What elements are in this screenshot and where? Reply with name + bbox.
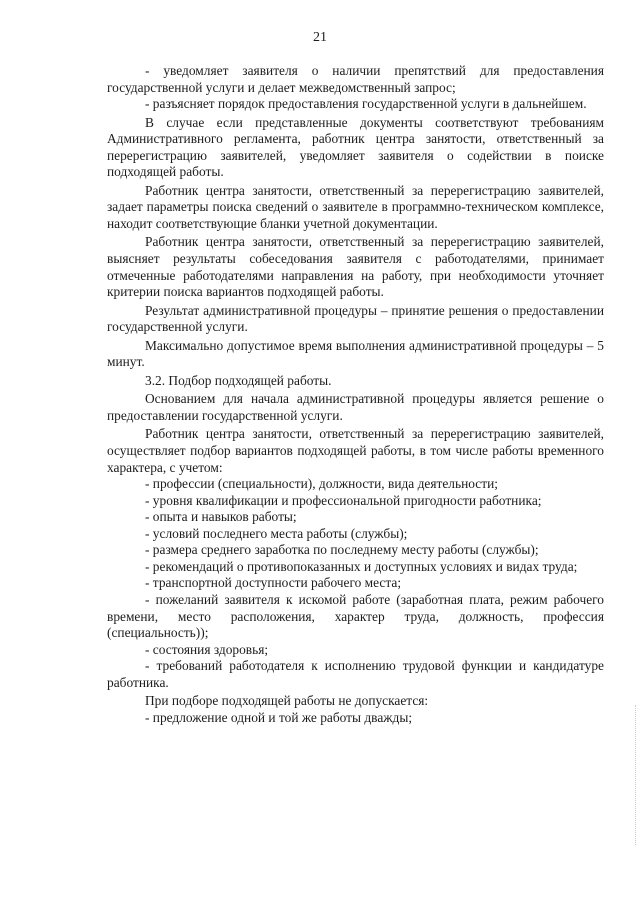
paragraph: Работник центра занятости, ответственный за перерегистрацию заявителей, осуществляет подбор вариантов подходящей работы, в том числе работы временного характера, с учетом:: [107, 426, 604, 475]
paragraph: Работник центра занятости, ответственный за перерегистрацию заявителей, выясняет результаты собеседования заявителя с работодателями, принимает отмеченные работодателями направления на работу, при необходимости уточняет критерии поиска вариантов подходящей работы.: [107, 234, 604, 300]
list-item: - размера среднего заработка по последнему месту работы (службы);: [145, 542, 539, 558]
paragraph: Основанием для начала административной процедуры является решение о предоставлении государственной услуги.: [107, 391, 604, 423]
paragraph: Работник центра занятости, ответственный за перерегистрацию заявителей, задает параметры поиска сведений о заявителе в программно-техническом комплексе, находит соответствующие бланки учетной документации.: [107, 182, 604, 231]
section-heading: 3.2. Подбор подходящей работы.: [145, 372, 332, 388]
scan-edge-mark: [629, 705, 636, 845]
list-item: - предложение одной и той же работы дважды;: [145, 709, 413, 725]
paragraph: При подборе подходящей работы не допускается:: [145, 693, 429, 709]
paragraph: Максимально допустимое время выполнения административной процедуры – 5 минут.: [107, 337, 604, 370]
document-body: [107, 63, 604, 726]
list-item: - транспортной доступности рабочего места;: [145, 575, 402, 591]
paragraph: - разъясняет порядок предоставления государственной услуги в дальнейшем.: [145, 96, 587, 112]
list-item: - рекомендаций о противопоказанных и доступных условиях и видах труда;: [145, 558, 578, 574]
paragraph: В случае если представленные документы соответствуют требованиям Административного регламента, работник центра занятости, ответственный за перерегистрацию заявителей, уведомляет заявителя о содействии в поиске подходящей работы.: [107, 114, 604, 180]
page-number: 21: [313, 30, 327, 45]
paragraph: Результат административной процедуры – принятие решения о предоставлении государственной услуги.: [107, 302, 604, 335]
list-item: - требований работодателя к исполнению трудовой функции и кандидатуре работника.: [107, 658, 604, 690]
paragraph: - уведомляет заявителя о наличии препятствий для предоставления государственной услуги и делает межведомственный запрос;: [107, 63, 604, 95]
list-item: - профессии (специальности), должности, вида деятельности;: [145, 476, 498, 492]
list-item: - пожеланий заявителя к искомой работе (заработная плата, режим рабочего времени, место расположения, характер труда, должность, профессия (специальность));: [107, 591, 604, 641]
list-item: - уровня квалификации и профессиональной пригодности работника;: [145, 492, 542, 508]
list-item: - состояния здоровья;: [145, 641, 269, 657]
list-item: - опыта и навыков работы;: [145, 509, 297, 525]
list-item: - условий последнего места работы (службы);: [145, 525, 408, 541]
